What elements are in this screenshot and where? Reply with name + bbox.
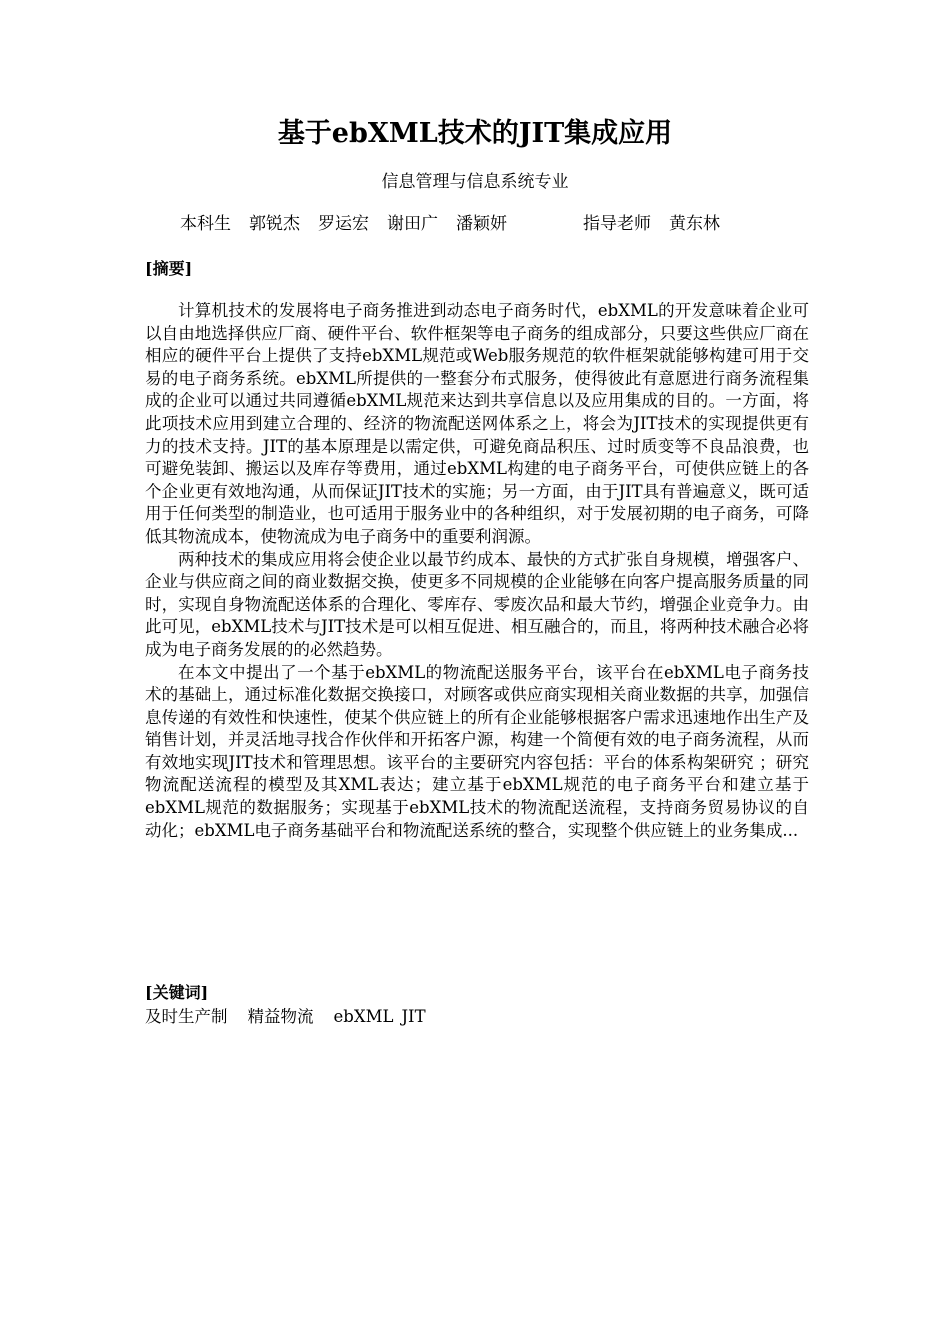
abstract-paragraph: 计算机技术的发展将电子商务推进到动态电子商务时代，ebXML的开发意味着企业可以自由地选择供应厂商、硬件平台、软件框架等电子商务的组成部分，只要这些供应厂商在相应的硬件平台上提供了支持ebXML规范或Web服务规范的软件框架就能够构建可用于交易的电子商务系统。ebXML所提供的一整套分布式服务，使得彼此有意愿进行商务流程集成的企业可以通过共同遵循ebXML规范来达到共享信息以及应用集成的目的。一方面，将此项技术应用到建立合理的、经济的物流配送网体系之上，将会为JIT技术的实现提供更有力的技术支持。JIT的基本原理是以需定供，可避免商品积压、过时质变等不良品浪费，也可避免装卸、搬运以及库存等费用，通过ebXML构建的电子商务平台，可使供应链上的各个企业更有效地沟通，从而保证JIT技术的实施；另一方面，由于JIT具有普遍意义，既可适用于任何类型的制造业，也可适用于服务业中的各种组织，对于发展初期的电子商务，可降低其物流成本，使物流成为电子商务中的重要利润源。 bbox=[145, 301, 809, 546]
keyword: 精益物流 bbox=[247, 1007, 314, 1026]
keywords-heading: [关键词] bbox=[145, 983, 209, 1002]
keyword: ebXML bbox=[333, 1007, 394, 1026]
keywords-list bbox=[145, 1006, 426, 1028]
author-name: 郭锐杰 bbox=[249, 214, 300, 234]
advisor-label: 指导老师 bbox=[583, 214, 651, 234]
author-name: 罗运宏 bbox=[318, 214, 369, 234]
keyword: 及时生产制 bbox=[145, 1007, 228, 1026]
keyword: JIT bbox=[401, 1007, 426, 1026]
abstract-body bbox=[145, 300, 809, 842]
author-role: 本科生 bbox=[180, 214, 231, 234]
paper-title: 基于ebXML技术的JIT集成应用 bbox=[277, 118, 673, 149]
abstract-paragraph: 在本文中提出了一个基于ebXML的物流配送服务平台，该平台在ebXML电子商务技术的基础上，通过标准化数据交换接口，对顾客或供应商实现相关商业数据的共享，加强信息传递的有效性和快速性，使某个供应链上的所有企业能够根据客户需求迅速地作出生产及销售计划，并灵活地寻找合作伙伴和开拓客户源，构建一个简便有效的电子商务流程，从而有效地实现JIT技术和管理思想。该平台的主要研究内容包括：平台的体系构架研究 ；研究物流配送流程的模型及其XML表达；建立基于ebXML规范的电子商务平台和建立基于ebXML规范的数据服务；实现基于ebXML技术的物流配送流程，支持商务贸易协议的自动化；ebXML电子商务基础平台和物流配送系统的整合，实现整个供应链上的业务集成... bbox=[145, 662, 809, 840]
major-line: 信息管理与信息系统专业 bbox=[381, 172, 569, 192]
authors-line bbox=[180, 212, 880, 236]
abstract-heading: [摘要] bbox=[145, 259, 193, 278]
author-name: 谢田广 bbox=[387, 214, 438, 234]
advisor-name: 黄东林 bbox=[669, 214, 720, 234]
author-name: 潘颖妍 bbox=[456, 214, 507, 234]
abstract-paragraph: 两种技术的集成应用将会使企业以最节约成本、最快的方式扩张自身规模，增强客户、企业与供应商之间的商业数据交换，使更多不同规模的企业能够在向客户提高服务质量的同时，实现自身物流配送体系的合理化、零库存、零废次品和最大节约，增强企业竞争力。由此可见，ebXML技术与JIT技术是可以相互促进、相互融合的，而且，将两种技术融合必将成为电子商务发展的的必然趋势。 bbox=[145, 549, 809, 659]
